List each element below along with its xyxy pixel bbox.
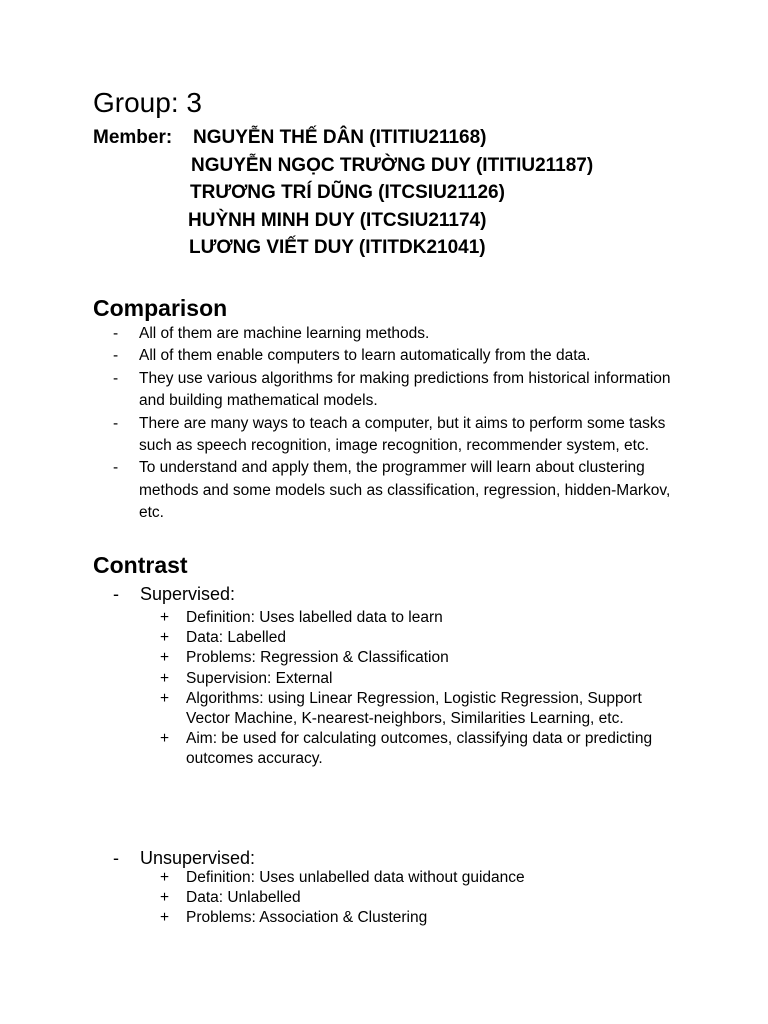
member-name: NGUYỄN NGỌC TRƯỜNG DUY (ITITIU21187) bbox=[191, 154, 594, 176]
list-item-text: Problems: Association & Clustering bbox=[186, 909, 428, 927]
list-item bbox=[113, 345, 683, 367]
list-item bbox=[160, 888, 660, 908]
plus-marker: + bbox=[160, 669, 170, 687]
list-item bbox=[160, 729, 660, 769]
list-item-text: Definition: Uses labelled data to learn bbox=[186, 609, 443, 626]
supervised-heading bbox=[113, 582, 235, 606]
list-item-text: Data: Labelled bbox=[186, 629, 286, 647]
list-item-text: To understand and apply them, the programmer will learn about clustering methods and some models such as classification, regression, hidden-Markov, etc. bbox=[139, 459, 671, 522]
member-name: TRƯƠNG TRÍ DŨNG (ITCSIU21126) bbox=[190, 182, 505, 203]
plus-marker: + bbox=[160, 730, 170, 748]
list-item bbox=[160, 689, 660, 729]
plus-marker: + bbox=[160, 889, 170, 907]
plus-marker: + bbox=[160, 629, 170, 647]
group-title: Group: 3 bbox=[93, 87, 202, 118]
plus-marker: + bbox=[160, 909, 170, 927]
contrast-heading: Contrast bbox=[93, 552, 188, 578]
list-item bbox=[113, 457, 683, 524]
dash-marker: - bbox=[113, 459, 119, 477]
list-item-text: Algorithms: using Linear Regression, Logistic Regression, Support Vector Machine, K-nearest-neighbors, Similarities Learning, etc. bbox=[186, 689, 642, 728]
plus-marker: + bbox=[160, 869, 170, 886]
list-item-text: There are many ways to teach a computer, but it aims to perform some tasks such as speech recognition, image recognition, recommender system, etc. bbox=[139, 414, 666, 455]
member-name: NGUYỄN THẾ DÂN (ITITIU21168) bbox=[193, 127, 487, 148]
dash-marker: - bbox=[113, 325, 119, 342]
list-item-text: Definition: Uses unlabelled data without guidance bbox=[186, 869, 525, 886]
dash-marker: - bbox=[113, 848, 119, 868]
list-item-text: All of them enable computers to learn automatically from the data. bbox=[139, 347, 591, 365]
list-item bbox=[160, 669, 660, 689]
list-item bbox=[160, 908, 660, 928]
unsupervised-list bbox=[160, 868, 660, 929]
list-item bbox=[160, 628, 660, 648]
dash-marker: - bbox=[113, 369, 119, 387]
list-item bbox=[113, 368, 683, 413]
list-item-text: All of them are machine learning methods. bbox=[139, 325, 430, 342]
comparison-heading: Comparison bbox=[93, 295, 228, 321]
list-item-text: Data: Unlabelled bbox=[186, 889, 301, 907]
list-item bbox=[160, 648, 660, 668]
list-item-text: Aim: be used for calculating outcomes, classifying data or predicting outcomes accuracy. bbox=[186, 730, 653, 768]
list-item-text: Problems: Regression & Classification bbox=[186, 649, 449, 667]
supervised-label: Supervised: bbox=[140, 584, 236, 604]
list-item-text: Supervision: External bbox=[186, 669, 333, 687]
unsupervised-heading bbox=[113, 846, 255, 870]
plus-marker: + bbox=[160, 689, 170, 707]
member-label: Member: bbox=[93, 127, 173, 148]
unsupervised-label: Unsupervised: bbox=[140, 848, 256, 868]
supervised-list bbox=[160, 608, 660, 770]
plus-marker: + bbox=[160, 649, 170, 667]
dash-marker: - bbox=[113, 347, 119, 365]
member-name: LƯƠNG VIẾT DUY (ITITDK21041) bbox=[189, 237, 486, 258]
comparison-list bbox=[113, 323, 683, 525]
list-item bbox=[160, 868, 660, 888]
member-name: HUỲNH MINH DUY (ITCSIU21174) bbox=[188, 209, 487, 231]
list-item bbox=[113, 413, 683, 458]
list-item bbox=[113, 323, 683, 345]
list-item-text: They use various algorithms for making predictions from historical information and building mathematical models. bbox=[139, 369, 671, 410]
dash-marker: - bbox=[113, 584, 119, 604]
list-item bbox=[160, 608, 660, 628]
plus-marker: + bbox=[160, 609, 170, 626]
dash-marker: - bbox=[113, 414, 119, 432]
